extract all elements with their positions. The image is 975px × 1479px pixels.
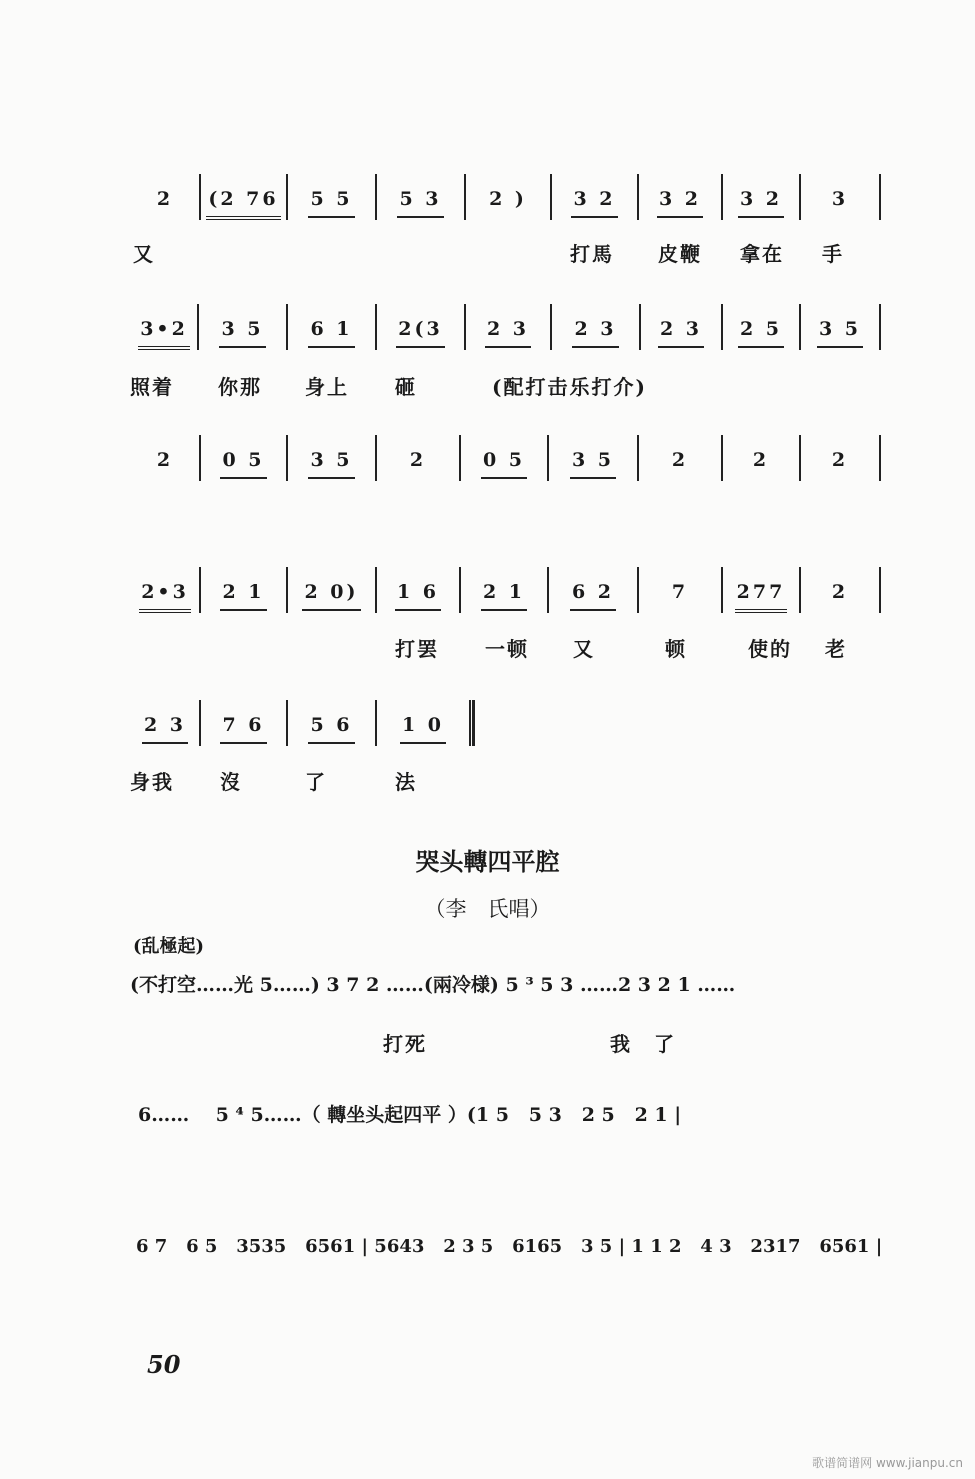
measure	[198, 312, 287, 356]
measure	[548, 443, 638, 487]
lyric: 身上	[305, 375, 349, 399]
measure-notes: 2	[752, 449, 770, 471]
measure-notes: 0 5	[220, 443, 266, 479]
measure-notes: 2 3	[485, 312, 531, 348]
barline	[469, 700, 475, 746]
measure	[376, 182, 465, 226]
lyric: 一顿	[485, 637, 529, 661]
measure-notes: 7	[671, 581, 689, 603]
lyric: 打罢	[395, 637, 439, 661]
measure	[130, 312, 198, 356]
measure-notes: 0 5	[481, 443, 527, 479]
measure	[800, 443, 880, 487]
measure	[800, 312, 880, 356]
barline	[879, 567, 881, 613]
lyric: 顿	[665, 637, 687, 661]
measure	[376, 443, 460, 487]
lyric: 沒	[220, 770, 242, 794]
measure-notes: 1 6	[395, 575, 441, 611]
measure	[130, 443, 200, 487]
lyric: 法	[395, 770, 417, 794]
lyric: 身我	[130, 770, 174, 794]
measure-notes: 2 0)	[302, 575, 360, 611]
measure	[800, 575, 880, 619]
score-row	[0, 708, 975, 794]
measure	[287, 312, 376, 356]
measure	[638, 575, 722, 619]
measure-notes: (2 76	[206, 182, 280, 220]
measure	[376, 575, 460, 619]
cue-text: (乱極起)	[133, 936, 205, 957]
measure	[200, 575, 287, 619]
measure-notes: 2	[671, 449, 689, 471]
measure	[200, 182, 287, 226]
measure	[640, 312, 722, 356]
measure-notes: 3	[831, 188, 849, 210]
measure	[287, 575, 376, 619]
measure	[130, 575, 200, 619]
measure-notes: 2 1	[220, 575, 266, 611]
lyric: 手	[822, 242, 844, 266]
measure	[465, 182, 551, 226]
measure-notes: 2	[156, 188, 174, 210]
lyric: 又	[573, 637, 595, 661]
measure-notes: 2	[409, 449, 427, 471]
lyric: 拿在	[740, 242, 784, 266]
measure-notes: 2 5	[738, 312, 784, 348]
measure-notes: 2 1	[481, 575, 527, 611]
free-lyric-1: 打死	[383, 1032, 427, 1056]
measure-notes: 2 )	[489, 188, 527, 210]
measure	[722, 182, 800, 226]
measure	[460, 575, 548, 619]
measure-notes: 2 3	[572, 312, 618, 348]
measure-notes: 277	[735, 575, 788, 613]
measure-notes: 5 6	[308, 708, 354, 744]
barline	[879, 174, 881, 220]
measure-notes: 2	[831, 449, 849, 471]
measure	[200, 443, 287, 487]
free-line-1: (不打空……光 5……) 3 7 2 ……(兩冷様) 5 ³ 5 3 ……2 3 2 1 ……	[130, 974, 736, 996]
measure	[722, 443, 800, 487]
watermark: 歌谱简谱网 www.jianpu.cn	[812, 1456, 963, 1470]
barline	[879, 304, 881, 350]
measure-notes: 2(3	[396, 312, 444, 348]
measure-notes: 2	[156, 449, 174, 471]
lyric: 你那	[218, 375, 262, 399]
score-row	[0, 312, 975, 399]
measure-notes: 1 0	[400, 708, 446, 744]
measure	[800, 182, 880, 226]
free-line-2: 6…… 5 ⁴ 5……（ 轉坐头起四平 ）(1 5 5 3 2 5 2 1 |	[138, 1104, 682, 1126]
barline	[879, 435, 881, 481]
song-subtitle: （李 氏唱）	[424, 897, 551, 921]
page-number: 50	[147, 1350, 181, 1379]
measure	[551, 182, 638, 226]
measure-notes: 2•3	[139, 575, 191, 613]
score-row	[0, 443, 975, 523]
measure-notes: 7 6	[220, 708, 266, 744]
measure	[287, 182, 376, 226]
lyric: 砸	[395, 375, 417, 399]
measure-notes: 3 5	[570, 443, 616, 479]
measure	[200, 708, 287, 752]
measure-notes: 3 2	[571, 182, 617, 218]
measure-notes: 3 2	[657, 182, 703, 218]
song-title: 哭头轉四平腔	[415, 847, 560, 876]
measure	[287, 443, 376, 487]
measure	[460, 443, 548, 487]
measure-notes: 2 3	[658, 312, 704, 348]
lyric: 照着	[130, 375, 174, 399]
free-lyric-2: 我 了	[610, 1032, 676, 1056]
measure-notes: 2	[831, 581, 849, 603]
measure	[638, 443, 722, 487]
lyric: 打馬	[570, 242, 614, 266]
measure-notes: 3 2	[738, 182, 784, 218]
measure-notes: 3 5	[817, 312, 863, 348]
measure-notes: 5 3	[397, 182, 443, 218]
measure-notes: 3 5	[308, 443, 354, 479]
measure	[722, 575, 800, 619]
measure-notes: 5 5	[308, 182, 354, 218]
lyric: 了	[305, 770, 327, 794]
measure	[638, 182, 722, 226]
lyric: 老	[825, 637, 847, 661]
measure	[722, 312, 800, 356]
score-row	[0, 182, 975, 266]
measure	[551, 312, 640, 356]
lyric: 又	[133, 242, 155, 266]
measure	[548, 575, 638, 619]
measure-notes: 2 3	[142, 708, 188, 744]
free-line-3: 6 7 6 5 3535 6561 | 5643 2 3 5 6165 3 5 | 1 1 2 4 3 2317 6561 |	[136, 1236, 883, 1257]
measure-notes: 6 1	[308, 312, 354, 348]
lyric: 使的	[748, 637, 792, 661]
measure	[287, 708, 376, 752]
lyric: 皮鞭	[658, 242, 702, 266]
measure	[130, 708, 200, 752]
measure-notes: 3 5	[219, 312, 265, 348]
score-row	[0, 575, 975, 661]
measure	[130, 182, 200, 226]
measure-notes: 3•2	[138, 312, 190, 350]
measure	[376, 312, 465, 356]
measure-notes: 6 2	[570, 575, 616, 611]
lyric: (配打击乐打介)	[492, 375, 647, 399]
measure	[376, 708, 470, 752]
measure	[465, 312, 551, 356]
